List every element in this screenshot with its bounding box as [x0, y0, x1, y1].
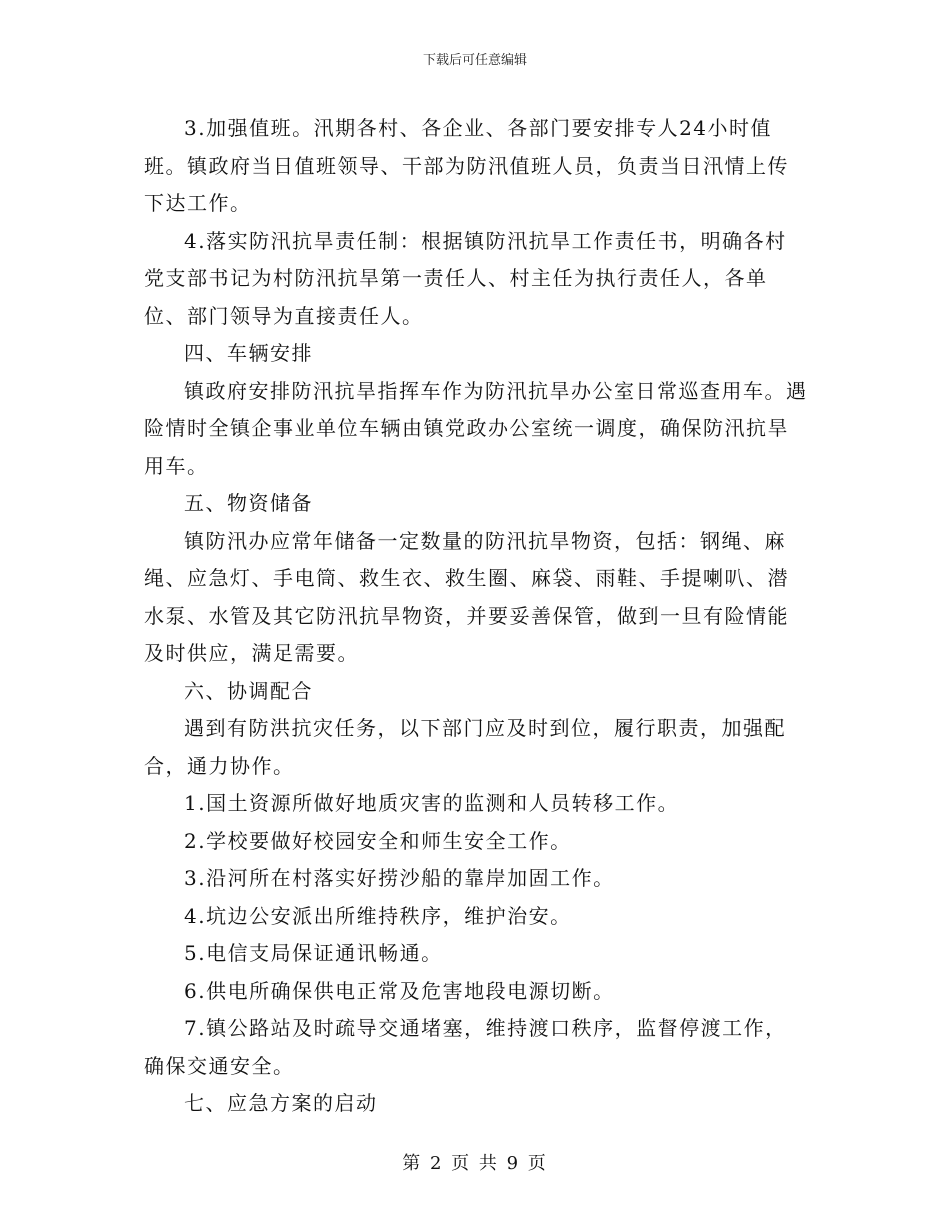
document-body	[144, 110, 808, 1123]
list-item-road-station: 7.镇公路站及时疏导交通堵塞，维持渡口秩序，监督停渡工作，确保交通安全。	[144, 1016, 787, 1078]
section-heading-vehicles: 四、车辆安排	[184, 341, 313, 365]
page-number: 第 2 页 共 9 页	[402, 1153, 548, 1174]
list-item-telecom: 5.电信支局保证通讯畅通。	[184, 941, 443, 965]
section-heading-coordination: 六、协调配合	[184, 678, 313, 703]
list-item-riverside-villages: 3.沿河所在村落实好捞沙船的靠岸加固工作。	[184, 866, 615, 890]
section-heading-supplies: 五、物资储备	[184, 491, 313, 515]
paragraph-responsibility-system: 4.落实防汛抗旱责任制：根据镇防汛抗旱工作责任书，明确各村党支部书记为村防汛抗旱第一责任人、村主任为执行责任人，各单位、部门领导为直接责任人。	[144, 228, 787, 328]
paragraph-coordination: 遇到有防洪抗灾任务，以下部门应及时到位，履行职责，加强配合，通力协作。	[144, 716, 786, 778]
list-item-power-supply: 6.供电所确保供电正常及危害地段电源切断。	[184, 978, 615, 1003]
list-item-school: 2.学校要做好校园安全和师生安全工作。	[184, 828, 572, 853]
section-heading-emergency-plan: 七、应急方案的启动	[184, 1091, 378, 1115]
paragraph-supplies: 镇防汛办应常年储备一定数量的防汛抗旱物资，包括：钢绳、麻绳、应急灯、手电筒、救生衣、救生圈、麻袋、雨鞋、手提喇叭、潜水泵、水管及其它防汛抗旱物资，并要妥善保管，做到一旦有险情能及时供应，满足需要。	[144, 528, 789, 665]
paragraph-vehicles: 镇政府安排防汛抗旱指挥车作为防汛抗旱办公室日常巡查用车。遇险情时全镇企事业单位车辆由镇党政办公室统一调度，确保防汛抗旱用车。	[144, 378, 808, 478]
list-item-police: 4.坑边公安派出所维持秩序，维护治安。	[184, 903, 572, 928]
list-item-land-resources: 1.国土资源所做好地质灾害的监测和人员转移工作。	[184, 791, 680, 815]
page-header-note: 下载后可任意编辑	[422, 53, 527, 68]
paragraph-duty-shift: 3.加强值班。汛期各村、各企业、各部门要安排专人24小时值班。镇政府当日值班领导、干部为防汛值班人员，负责当日汛情上传下达工作。	[144, 116, 789, 215]
